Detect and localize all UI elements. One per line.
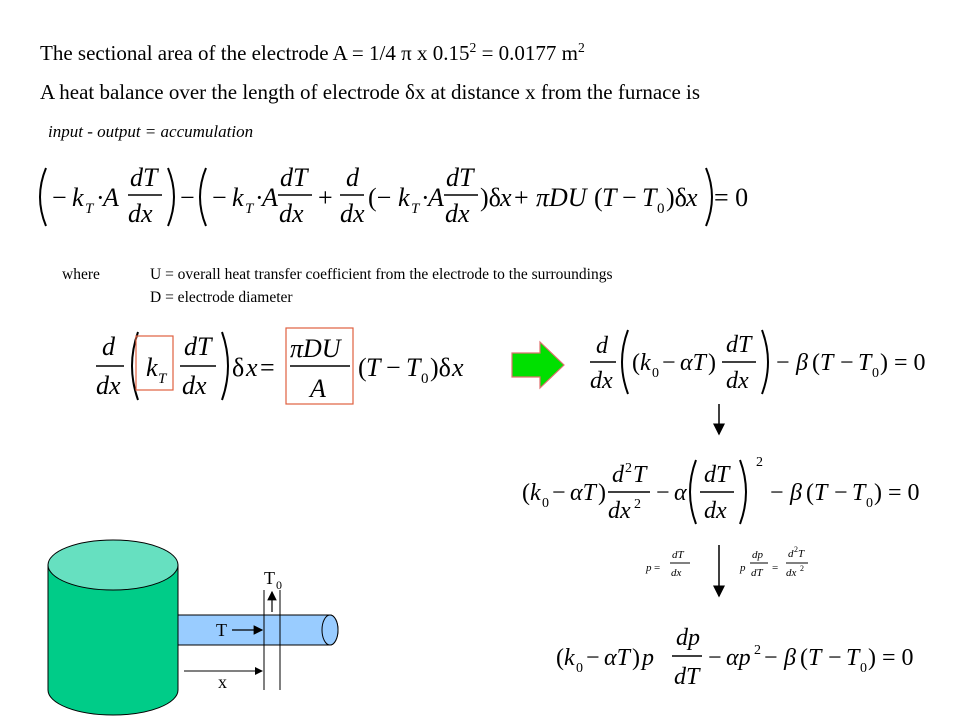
svg-text:(−: (−	[368, 183, 392, 212]
substitution-definitions	[645, 545, 808, 579]
svg-text:dx: dx	[786, 567, 797, 579]
svg-text:)δ: )δ	[480, 183, 501, 212]
svg-text:T: T	[820, 350, 834, 376]
svg-text:T: T	[602, 183, 617, 212]
svg-text:(: (	[806, 480, 814, 506]
svg-text:dx: dx	[279, 199, 304, 228]
svg-text:k: k	[72, 183, 84, 212]
unit-exponent: 2	[578, 40, 585, 55]
sectional-area-text-a: The sectional area of the electrode A = 1/4	[40, 41, 402, 65]
svg-text:β: β	[790, 480, 802, 506]
svg-text:A: A	[310, 374, 326, 403]
heat-balance-equation	[40, 163, 748, 228]
svg-text:dx: dx	[445, 199, 470, 228]
svg-text:T: T	[85, 201, 94, 217]
svg-text:−: −	[834, 480, 848, 506]
svg-text:−: −	[586, 645, 600, 671]
svg-text:dT: dT	[751, 567, 763, 579]
svg-text:): )	[708, 350, 716, 376]
svg-text:δ: δ	[232, 353, 245, 382]
svg-text:d: d	[346, 163, 359, 192]
svg-text:k: k	[640, 350, 651, 376]
svg-text:β: β	[796, 350, 808, 376]
svg-text:−: −	[840, 350, 854, 376]
svg-text:·: ·	[421, 183, 430, 212]
svg-text:−: −	[708, 645, 722, 671]
svg-text:−: −	[764, 645, 778, 671]
sectional-area-text-b: x 0.15	[411, 41, 470, 65]
label-x: x	[218, 672, 227, 692]
delta-symbol: δ	[405, 80, 415, 104]
svg-text:)δ: )δ	[666, 183, 687, 212]
svg-text:−: −	[622, 183, 637, 212]
svg-text:dp: dp	[676, 625, 700, 651]
svg-text:dT: dT	[726, 332, 752, 358]
svg-text:dT: dT	[672, 549, 684, 561]
svg-text:T: T	[406, 353, 421, 382]
svg-text:T: T	[814, 480, 828, 506]
svg-text:0: 0	[657, 201, 665, 217]
label-t: T	[216, 620, 227, 640]
svg-text:2: 2	[625, 461, 632, 476]
svg-text:dT: dT	[674, 664, 700, 690]
svg-text:dx: dx	[726, 368, 749, 394]
first-order-equation	[556, 625, 914, 690]
svg-text:α: α	[674, 480, 687, 506]
definition-d: D = electrode diameter	[150, 289, 293, 306]
svg-text:−: −	[770, 480, 784, 506]
furnace-cylinder-top	[48, 540, 178, 590]
svg-text:dx: dx	[182, 371, 207, 400]
svg-text:)δ: )δ	[430, 353, 451, 382]
svg-text:−: −	[662, 350, 676, 376]
svg-text:): )	[632, 645, 640, 671]
svg-text:x: x	[452, 353, 464, 382]
definition-u: U = overall heat transfer coefficient from the electrode to the surroundings	[150, 266, 613, 283]
svg-text:A: A	[428, 183, 444, 212]
svg-text:+: +	[318, 183, 333, 212]
svg-text:) = 0: ) = 0	[880, 350, 926, 376]
furnace-electrode-diagram	[48, 540, 338, 715]
svg-text:−: −	[180, 183, 195, 212]
svg-text:dx: dx	[704, 498, 727, 524]
svg-text:=: =	[772, 562, 779, 574]
svg-text:(: (	[594, 183, 603, 212]
svg-text:(: (	[522, 480, 530, 506]
svg-text:d: d	[102, 332, 115, 361]
svg-text:−: −	[386, 353, 401, 382]
svg-text:dT: dT	[280, 163, 308, 192]
svg-text:−: −	[552, 480, 566, 506]
svg-text:(: (	[556, 645, 564, 671]
heat-balance-text-b: x at distance x from the furnace is	[414, 80, 701, 104]
svg-text:T: T	[852, 480, 866, 506]
svg-text:dT: dT	[130, 163, 158, 192]
svg-text:−: −	[212, 183, 227, 212]
svg-text:p: p	[740, 562, 746, 574]
svg-text:0: 0	[860, 661, 867, 676]
svg-text:=: =	[654, 562, 661, 574]
svg-text:0: 0	[421, 371, 429, 387]
svg-text:T: T	[366, 353, 381, 382]
svg-text:d: d	[596, 333, 608, 359]
svg-text:(: (	[812, 350, 820, 376]
heat-balance-text-a: A heat balance over the length of electrode	[40, 80, 405, 104]
label-t0: T	[264, 568, 275, 588]
svg-text:x: x	[246, 353, 258, 382]
svg-text:T: T	[158, 371, 167, 387]
svg-text:dx: dx	[608, 498, 631, 524]
svg-text:(: (	[358, 353, 367, 382]
svg-text:A: A	[262, 183, 278, 212]
svg-text:2: 2	[800, 564, 804, 573]
svg-text:·: ·	[255, 183, 264, 212]
svg-text:αT: αT	[604, 645, 630, 671]
svg-text:T: T	[245, 201, 254, 217]
svg-text:k: k	[232, 183, 244, 212]
svg-text:·: ·	[96, 183, 105, 212]
pi-symbol: π	[401, 41, 412, 65]
svg-text:T: T	[858, 350, 872, 376]
svg-text:β: β	[784, 645, 796, 671]
svg-text:2: 2	[754, 643, 761, 658]
svg-text:x: x	[686, 183, 698, 212]
svg-text:x: x	[500, 183, 512, 212]
svg-text:−: −	[828, 645, 842, 671]
svg-text:dT: dT	[704, 462, 730, 488]
svg-text:) = 0: ) = 0	[868, 645, 914, 671]
svg-text:p: p	[642, 645, 654, 671]
svg-text:T: T	[642, 183, 657, 212]
svg-text:k: k	[398, 183, 410, 212]
svg-text:T: T	[808, 645, 822, 671]
svg-text:+: +	[514, 183, 529, 212]
svg-text:dx: dx	[671, 567, 682, 579]
svg-text:d: d	[612, 462, 624, 488]
svg-text:πDU: πDU	[290, 334, 341, 363]
svg-text:T: T	[798, 548, 805, 560]
variable-conductivity-equation	[590, 330, 926, 394]
svg-text:p: p	[646, 562, 652, 574]
svg-text:2: 2	[794, 545, 798, 554]
svg-text:αT: αT	[680, 350, 706, 376]
svg-text:T: T	[633, 462, 647, 488]
exponent-squared: 2	[469, 40, 477, 55]
label-t0-sub: 0	[276, 578, 282, 592]
svg-text:πDU: πDU	[536, 183, 587, 212]
expanded-equation	[522, 455, 920, 524]
svg-text:αp: αp	[726, 645, 751, 671]
svg-text:dp: dp	[752, 549, 763, 561]
svg-text:A: A	[103, 183, 119, 212]
svg-text:T: T	[411, 201, 420, 217]
svg-text:k: k	[530, 480, 541, 506]
substituted-equation	[96, 328, 464, 404]
implies-arrow	[512, 342, 564, 388]
svg-text:dx: dx	[590, 368, 613, 394]
svg-text:k: k	[564, 645, 575, 671]
svg-text:αT: αT	[570, 480, 596, 506]
svg-text:d: d	[788, 548, 794, 560]
svg-text:0: 0	[576, 661, 583, 676]
svg-text:dT: dT	[446, 163, 474, 192]
svg-text:−: −	[52, 183, 67, 212]
svg-text:2: 2	[756, 455, 763, 470]
svg-text:0: 0	[872, 366, 879, 381]
svg-text:2: 2	[634, 497, 641, 512]
svg-text:) = 0: ) = 0	[874, 480, 920, 506]
svg-text:): )	[598, 480, 606, 506]
svg-text:0: 0	[652, 366, 659, 381]
svg-text:T: T	[846, 645, 860, 671]
svg-text:dx: dx	[96, 371, 121, 400]
svg-text:−: −	[656, 480, 670, 506]
sectional-area-result: = 0.0177 m	[476, 41, 578, 65]
input-output-accumulation: input - output = accumulation	[48, 122, 254, 141]
svg-text:= 0: = 0	[714, 183, 749, 212]
svg-text:−: −	[776, 350, 790, 376]
svg-text:=: =	[260, 353, 275, 382]
svg-text:dx: dx	[340, 199, 365, 228]
svg-text:0: 0	[542, 496, 549, 511]
svg-text:(: (	[800, 645, 808, 671]
svg-text:dT: dT	[184, 332, 212, 361]
svg-text:k: k	[146, 353, 158, 382]
svg-text:0: 0	[866, 496, 873, 511]
where-label: where	[62, 266, 100, 283]
svg-text:dx: dx	[128, 199, 153, 228]
svg-text:(: (	[632, 350, 640, 376]
